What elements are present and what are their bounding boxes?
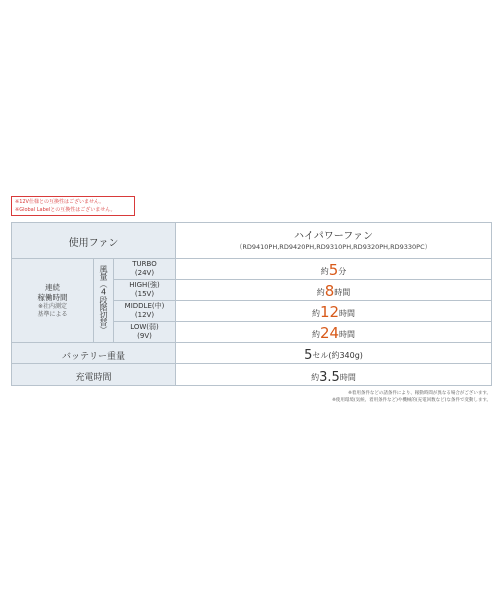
continuous-note-line1: ※社内測定 bbox=[37, 302, 68, 310]
continuous-label-line2: 稼働時間 bbox=[37, 292, 68, 302]
mode-voltage: (24V) bbox=[134, 269, 155, 277]
charge-time-row bbox=[12, 364, 492, 386]
value-number: 24 bbox=[319, 324, 340, 342]
spec-table bbox=[11, 222, 492, 386]
fan-label: 使用ファン bbox=[68, 238, 119, 249]
footnotes bbox=[270, 390, 491, 404]
battery-weight-label-cell bbox=[12, 343, 176, 364]
battery-cell-unit: セル bbox=[312, 351, 329, 360]
battery-weight-row bbox=[12, 343, 492, 364]
mode-label-low bbox=[114, 322, 176, 343]
continuous-note-line2: 基準による bbox=[37, 310, 68, 318]
value-suffix: 時間 bbox=[339, 372, 356, 382]
value-prefix: 約 bbox=[311, 372, 320, 382]
value-suffix: 時間 bbox=[339, 309, 356, 318]
mode-value-low bbox=[176, 322, 492, 343]
continuous-time-cell bbox=[12, 259, 94, 343]
battery-cell-count: 5 bbox=[304, 348, 313, 363]
value-number: 12 bbox=[319, 303, 340, 321]
battery-weight-value bbox=[176, 343, 492, 364]
airflow-cell bbox=[94, 259, 114, 343]
value-suffix: 時間 bbox=[334, 288, 351, 297]
fan-label-cell bbox=[12, 223, 176, 259]
battery-weight-label: バッテリー重量 bbox=[61, 351, 125, 362]
header-row bbox=[12, 223, 492, 259]
charge-time-label-cell bbox=[12, 364, 176, 386]
continuous-label-line1: 連続 bbox=[45, 282, 60, 292]
mode-label-turbo bbox=[114, 259, 176, 280]
value-prefix: 約 bbox=[320, 267, 329, 276]
value-number: 5 bbox=[328, 261, 339, 279]
value-suffix: 分 bbox=[338, 267, 347, 276]
value-prefix: 約 bbox=[311, 309, 320, 318]
mode-label-high bbox=[114, 280, 176, 301]
mode-value-turbo bbox=[176, 259, 492, 280]
mode-name: TURBO bbox=[132, 260, 157, 268]
mode-value-high bbox=[176, 280, 492, 301]
mode-name: HIGH(強) bbox=[129, 281, 160, 289]
compatibility-note-global-label: ※Global Labelとの互換性はございません。 bbox=[15, 207, 116, 213]
value-prefix: 約 bbox=[311, 330, 320, 339]
mode-value-middle bbox=[176, 301, 492, 322]
compatibility-note-box bbox=[11, 196, 135, 216]
mode-name: LOW(弱) bbox=[130, 323, 159, 331]
mode-label-middle bbox=[114, 301, 176, 322]
airflow-label: 風量（4段階切替） bbox=[99, 265, 108, 334]
footnote-1: ※着用条件などの諸条件により、稼動時間が異なる場合がございます。 bbox=[348, 391, 491, 396]
value-number: 8 bbox=[324, 282, 335, 300]
footnote-2: ※使用環境(気候、着用条件など)や機械的(充電回数など)な条件で変動します。 bbox=[332, 398, 491, 403]
mode-row-turbo bbox=[12, 259, 492, 280]
charge-time-value bbox=[176, 364, 492, 386]
value-suffix: 時間 bbox=[339, 330, 356, 339]
mode-voltage: (12V) bbox=[134, 311, 155, 319]
mode-voltage: (15V) bbox=[134, 290, 155, 298]
charge-time-label: 充電時間 bbox=[75, 373, 112, 383]
compatibility-note-12v: ※12V仕様との互換性はございません。 bbox=[15, 199, 105, 205]
product-name: ハイパワーファン bbox=[293, 230, 374, 242]
product-cell bbox=[176, 223, 492, 259]
mode-voltage: (9V) bbox=[137, 332, 152, 340]
battery-weight-approx: (約340g) bbox=[328, 351, 363, 360]
product-models: （RD9410PH,RD9420PH,RD9310PH,RD9320PH,RD9330PC） bbox=[235, 242, 432, 251]
mode-name: MIDDLE(中) bbox=[124, 302, 165, 310]
value-prefix: 約 bbox=[316, 288, 325, 297]
value-number: 3.5 bbox=[319, 369, 340, 385]
